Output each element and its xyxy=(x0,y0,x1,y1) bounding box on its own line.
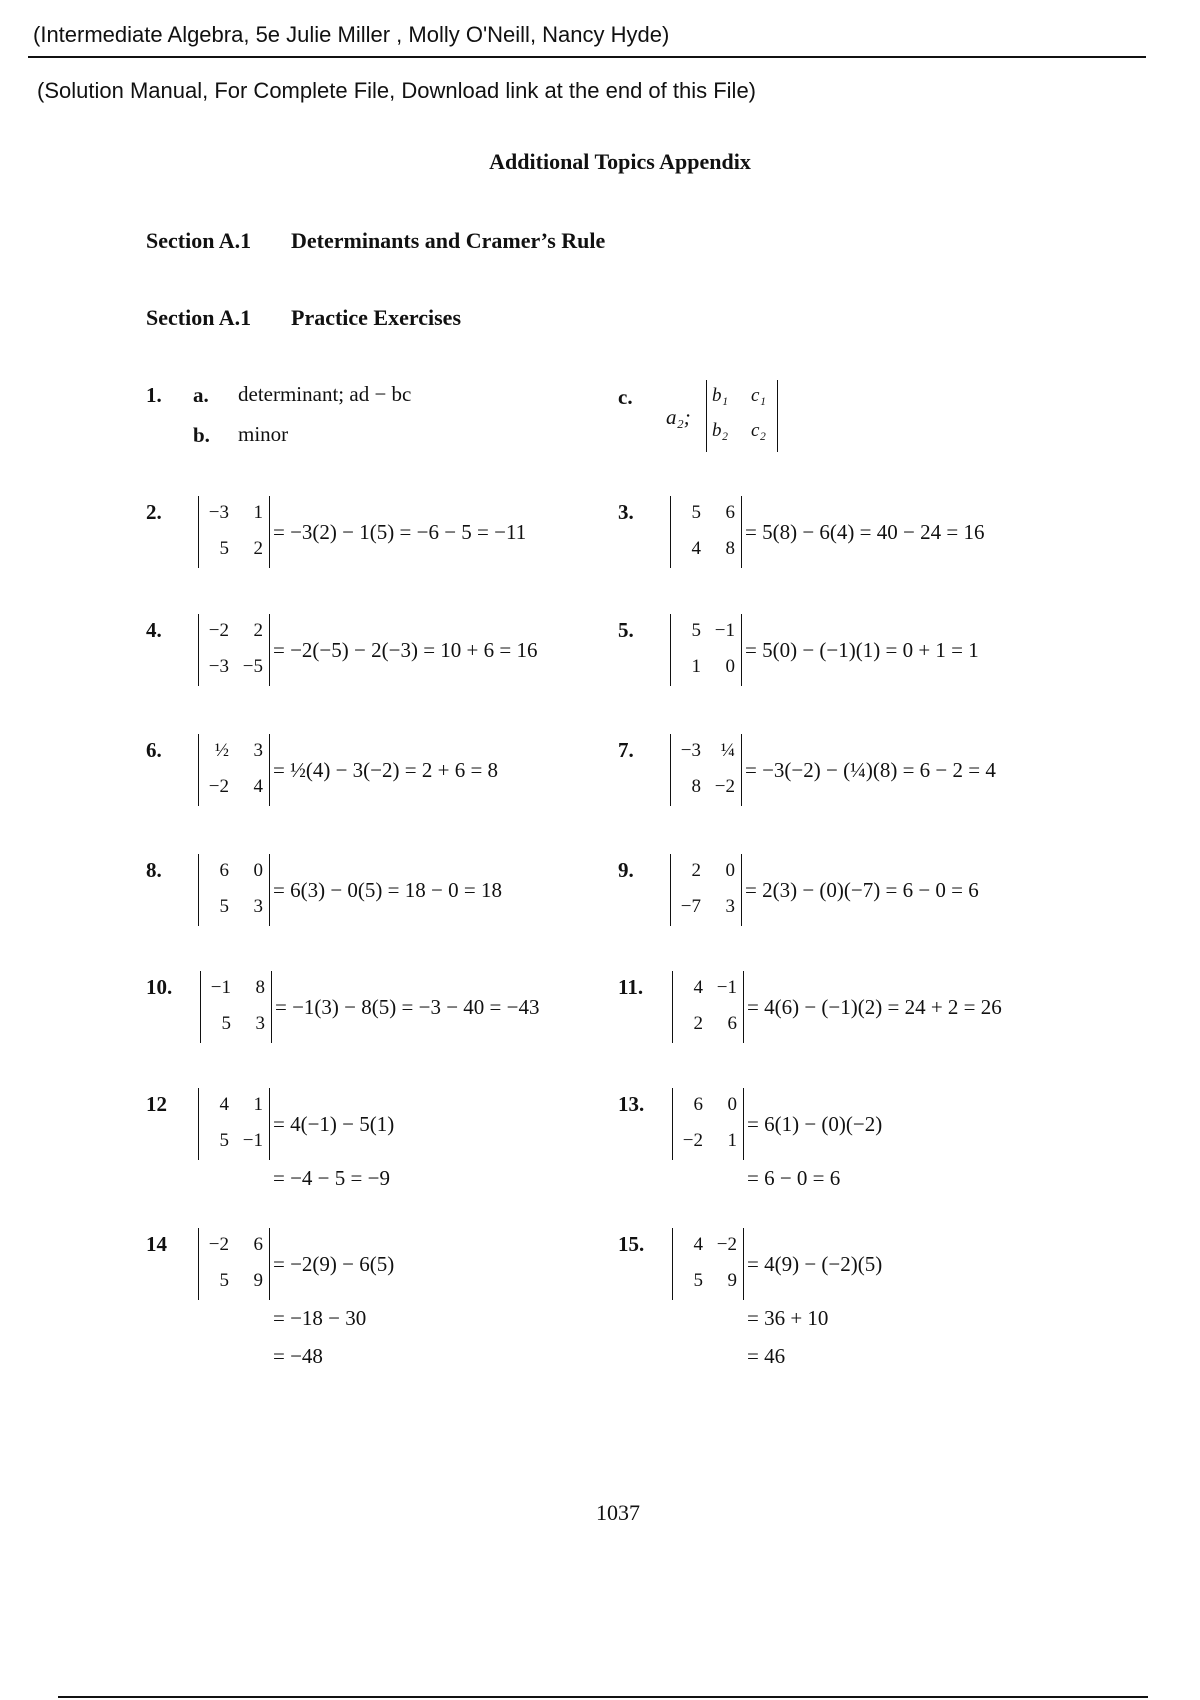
matrix-entry: 6 xyxy=(725,502,735,523)
matrix-entry: 3 xyxy=(253,740,263,761)
matrix-entry: −2 xyxy=(208,620,229,641)
exercise-number: 13. xyxy=(618,1092,645,1116)
determinant-evaluation: = ½(4) − 3(−2) = 2 + 6 = 8 xyxy=(273,758,499,782)
matrix-entry: 4 xyxy=(691,538,701,559)
determinant-matrix xyxy=(198,854,270,926)
matrix-entry: −1 xyxy=(242,1130,263,1151)
determinant-evaluation: = 5(8) − 6(4) = 40 − 24 = 16 xyxy=(745,520,985,544)
matrix-entry: 5 xyxy=(219,1130,229,1151)
matrix-entry: 6 xyxy=(693,1094,703,1115)
matrix-entry: 8 xyxy=(255,977,265,998)
matrix-entry: 4 xyxy=(219,1094,229,1115)
evaluation-step: = 6 − 0 = 6 xyxy=(747,1166,841,1190)
matrix-entry: 5 xyxy=(691,620,701,641)
matrix-entry: 4 xyxy=(693,977,703,998)
matrix-entry: 5 xyxy=(219,896,229,917)
matrix-entry: −2 xyxy=(208,776,229,797)
determinant-evaluation: = −3(2) − 1(5) = −6 − 5 = −11 xyxy=(273,520,527,544)
determinant-matrix xyxy=(672,1228,744,1300)
part-c-label: c. xyxy=(618,385,633,409)
matrix-entry: −1 xyxy=(714,620,735,641)
matrix-entry: 2 xyxy=(693,1013,703,1034)
section-number: Section A.1 xyxy=(146,228,252,253)
part-a-label: a. xyxy=(193,383,209,407)
footer-rule xyxy=(58,1696,1148,1698)
matrix-entry: −2 xyxy=(714,776,735,797)
document-source-header: (Intermediate Algebra, 5e Julie Miller , Molly O'Neill, Nancy Hyde) xyxy=(33,22,670,47)
matrix-entry: 2 xyxy=(691,860,701,881)
matrix-entry: 5 xyxy=(219,1270,229,1291)
determinant-evaluation: = 6(3) − 0(5) = 18 − 0 = 18 xyxy=(273,878,502,902)
determinant-matrix xyxy=(670,854,742,926)
determinant-evaluation: = −1(3) − 8(5) = −3 − 40 = −43 xyxy=(275,995,540,1019)
exercise-number: 5. xyxy=(618,618,634,642)
determinant-evaluation: = −3(−2) − (¼)(8) = 6 − 2 = 4 xyxy=(745,758,996,782)
determinant-matrix xyxy=(672,1088,744,1160)
matrix-entry: −5 xyxy=(242,656,263,677)
exercise-number: 2. xyxy=(146,500,162,524)
part-b-answer: minor xyxy=(238,422,289,446)
matrix-entry: −7 xyxy=(680,896,701,917)
determinant-evaluation: = 2(3) − (0)(−7) = 6 − 0 = 6 xyxy=(745,878,979,902)
matrix-entry: 2 xyxy=(253,538,263,559)
appendix-title: Additional Topics Appendix xyxy=(489,149,751,174)
exercise-number: 7. xyxy=(618,738,634,762)
matrix-entry: 5 xyxy=(693,1270,703,1291)
matrix-entry: −2 xyxy=(716,1234,737,1255)
matrix-entry: 3 xyxy=(725,896,735,917)
exercise-number: 4. xyxy=(146,618,162,642)
section-heading xyxy=(146,228,605,254)
matrix-entry: −3 xyxy=(680,740,701,761)
exercise-number: 9. xyxy=(618,858,634,882)
determinant-evaluation: = −2(−5) − 2(−3) = 10 + 6 = 16 xyxy=(273,638,538,662)
section-title: Determinants and Cramer’s Rule xyxy=(291,228,606,253)
matrix-entry: 3 xyxy=(255,1013,265,1034)
determinant-evaluation: = 4(9) − (−2)(5) xyxy=(747,1252,883,1276)
matrix-entry: −1 xyxy=(716,977,737,998)
matrix-entry: 3 xyxy=(253,896,263,917)
determinant-matrix xyxy=(198,1228,270,1300)
exercise-number: 12 xyxy=(146,1092,167,1116)
determinant-matrix xyxy=(198,614,270,686)
evaluation-step: = −48 xyxy=(273,1344,323,1368)
matrix-entry: 1 xyxy=(727,1130,737,1151)
subsection-title: Practice Exercises xyxy=(291,305,462,330)
determinant-matrix xyxy=(198,734,270,806)
matrix-entry: 1 xyxy=(253,1094,263,1115)
exercise-number: 3. xyxy=(618,500,634,524)
subsection-heading xyxy=(146,305,461,331)
exercise-number: 8. xyxy=(146,858,162,882)
matrix-entry: 8 xyxy=(691,776,701,797)
part-b-label: b. xyxy=(193,423,210,447)
matrix-entry: c₂ xyxy=(751,420,767,441)
determinant-matrix xyxy=(198,1088,270,1160)
matrix-entry: 1 xyxy=(691,656,701,677)
matrix-entry: b₂ xyxy=(712,420,729,441)
matrix-entry: −1 xyxy=(210,977,231,998)
exercise-number: 1. xyxy=(146,383,162,407)
matrix-entry: 5 xyxy=(219,538,229,559)
matrix-entry: 0 xyxy=(727,1094,737,1115)
matrix-entry: −2 xyxy=(682,1130,703,1151)
evaluation-step: = 36 + 10 xyxy=(747,1306,829,1330)
determinant-matrix xyxy=(670,734,742,806)
matrix-entry: 5 xyxy=(691,502,701,523)
determinant-evaluation: = 4(6) − (−1)(2) = 24 + 2 = 26 xyxy=(747,995,1002,1019)
determinant-matrix xyxy=(670,614,742,686)
matrix-entry: 0 xyxy=(725,860,735,881)
page-number: 1037 xyxy=(596,1500,640,1525)
determinant-evaluation: = 5(0) − (−1)(1) = 0 + 1 = 1 xyxy=(745,638,979,662)
subsection-number: Section A.1 xyxy=(146,305,252,330)
exercise-number: 11. xyxy=(618,975,644,999)
matrix-entry: ½ xyxy=(214,740,229,761)
solution-manual-note: (Solution Manual, For Complete File, Download link at the end of this File) xyxy=(37,78,757,103)
matrix-entry: 5 xyxy=(221,1013,231,1034)
evaluation-step: = −18 − 30 xyxy=(273,1306,367,1330)
matrix-entry: 4 xyxy=(253,776,263,797)
matrix-entry: b₁ xyxy=(712,385,729,406)
exercise-number: 10. xyxy=(146,975,173,999)
exercise-number: 6. xyxy=(146,738,162,762)
determinant-matrix xyxy=(198,496,270,568)
matrix-entry: 6 xyxy=(253,1234,263,1255)
determinant-matrix xyxy=(672,971,744,1043)
matrix-entry: 1 xyxy=(253,502,263,523)
minor-matrix xyxy=(706,380,778,452)
evaluation-step: = 46 xyxy=(747,1344,786,1368)
matrix-entry: −3 xyxy=(208,502,229,523)
matrix-entry: 8 xyxy=(725,538,735,559)
matrix-entry: 6 xyxy=(219,860,229,881)
matrix-entry: 9 xyxy=(727,1270,737,1291)
matrix-entry: 0 xyxy=(725,656,735,677)
matrix-entry: 6 xyxy=(727,1013,737,1034)
part-a-answer: determinant; ad − bc xyxy=(238,382,412,406)
matrix-entry: c₁ xyxy=(751,385,767,406)
matrix-entry: 9 xyxy=(253,1270,263,1291)
evaluation-step: = −4 − 5 = −9 xyxy=(273,1166,390,1190)
determinant-matrix xyxy=(670,496,742,568)
exercise-number: 14 xyxy=(146,1232,167,1256)
determinant-matrix xyxy=(200,971,272,1043)
matrix-entry: −3 xyxy=(208,656,229,677)
matrix-entry: ¼ xyxy=(720,740,735,761)
determinant-evaluation: = −2(9) − 6(5) xyxy=(273,1252,395,1276)
header-rule xyxy=(28,56,1146,58)
exercise-number: 15. xyxy=(618,1232,645,1256)
matrix-entry: −2 xyxy=(208,1234,229,1255)
part-c-prefix: a₂; xyxy=(666,405,691,429)
matrix-entry: 4 xyxy=(693,1234,703,1255)
determinant-evaluation: = 6(1) − (0)(−2) xyxy=(747,1112,883,1136)
determinant-evaluation: = 4(−1) − 5(1) xyxy=(273,1112,395,1136)
matrix-entry: 2 xyxy=(253,620,263,641)
matrix-entry: 0 xyxy=(253,860,263,881)
